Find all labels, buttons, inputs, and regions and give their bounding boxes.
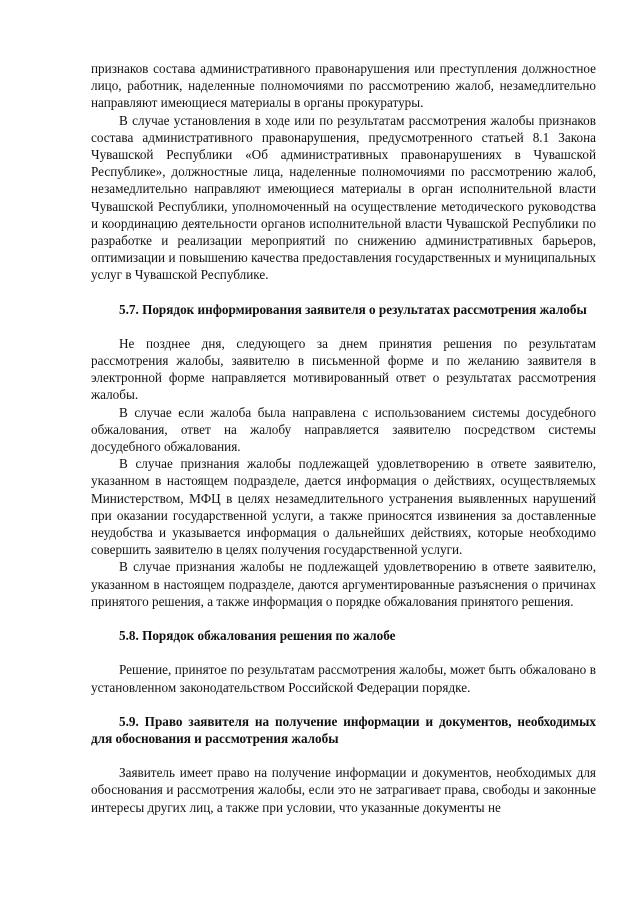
paragraph: Решение, принятое по результатам рассмотрения жалобы, может быть обжаловано в установленном законодательством Российской Федерации порядке.	[91, 662, 596, 695]
section-heading-5-7: 5.7. Порядок информирования заявителя о результатах рассмотрения жалобы	[119, 301, 587, 317]
paragraph: В случае установления в ходе или по результатам рассмотрения жалобы признаков состава административного правонарушения, предусмотренного статьей 8.1 Закона Чувашской Республики «Об административных правонарушениях в Чувашской Республике», должностные лица, наделенные полномочиями по рассмотрению жалоб, незамедлительно направляют имеющиеся материалы в орган исполнительной власти Чувашской Республики, уполномоченный на осуществление методического руководства и координацию деятельности органов исполнительной власти Чувашской Республики по разработке и реализации мероприятий по снижению административных барьеров, оптимизации и повышению качества предоставления государственных и муниципальных услуг в Чувашской Республике.	[91, 112, 596, 283]
document-body	[91, 60, 596, 816]
section-heading-5-8: 5.8. Порядок обжалования решения по жалобе	[119, 628, 396, 644]
paragraph: В случае признания жалобы подлежащей удовлетворению в ответе заявителю, указанном в настоящем подразделе, дается информация о действиях, осуществляемых Министерством, МФЦ в целях незамедлительного устранения выявленных нарушений при оказании государственной услуги, а также приносятся извинения за доставленные неудобства и указывается информация о дальнейших действиях, которые необходимо совершить заявителю в целях получения государственной услуги.	[91, 456, 596, 558]
paragraph: Не позднее дня, следующего за днем принятия решения по результатам рассмотрения жалобы, заявителю в письменной форме и по желанию заявителя в электронной форме направляется мотивированный ответ о результатах рассмотрения жалобы.	[91, 335, 596, 403]
paragraph: признаков состава административного правонарушения или преступления должностное лицо, работник, наделенные полномочиями по рассмотрению жалоб, незамедлительно направляют имеющиеся материалы в органы прокуратуры.	[91, 61, 596, 111]
section-heading-5-9: 5.9. Право заявителя на получение информации и документов, необходимых для обоснования и рассмотрения жалобы	[91, 713, 596, 746]
paragraph: В случае признания жалобы не подлежащей удовлетворению в ответе заявителю, указанном в настоящем подразделе, даются аргументированные разъяснения о причинах принятого решения, а также информация о порядке обжалования принятого решения.	[91, 559, 596, 609]
paragraph: В случае если жалоба была направлена с использованием системы досудебного обжалования, ответ на жалобу направляется заявителю посредством системы досудебного обжалования.	[91, 404, 596, 455]
paragraph: Заявитель имеет право на получение информации и документов, необходимых для обоснования и рассмотрения жалобы, если это не затрагивает права, свободы и законные интересы других лиц, а также при условии, что указанные документы не	[91, 765, 596, 815]
